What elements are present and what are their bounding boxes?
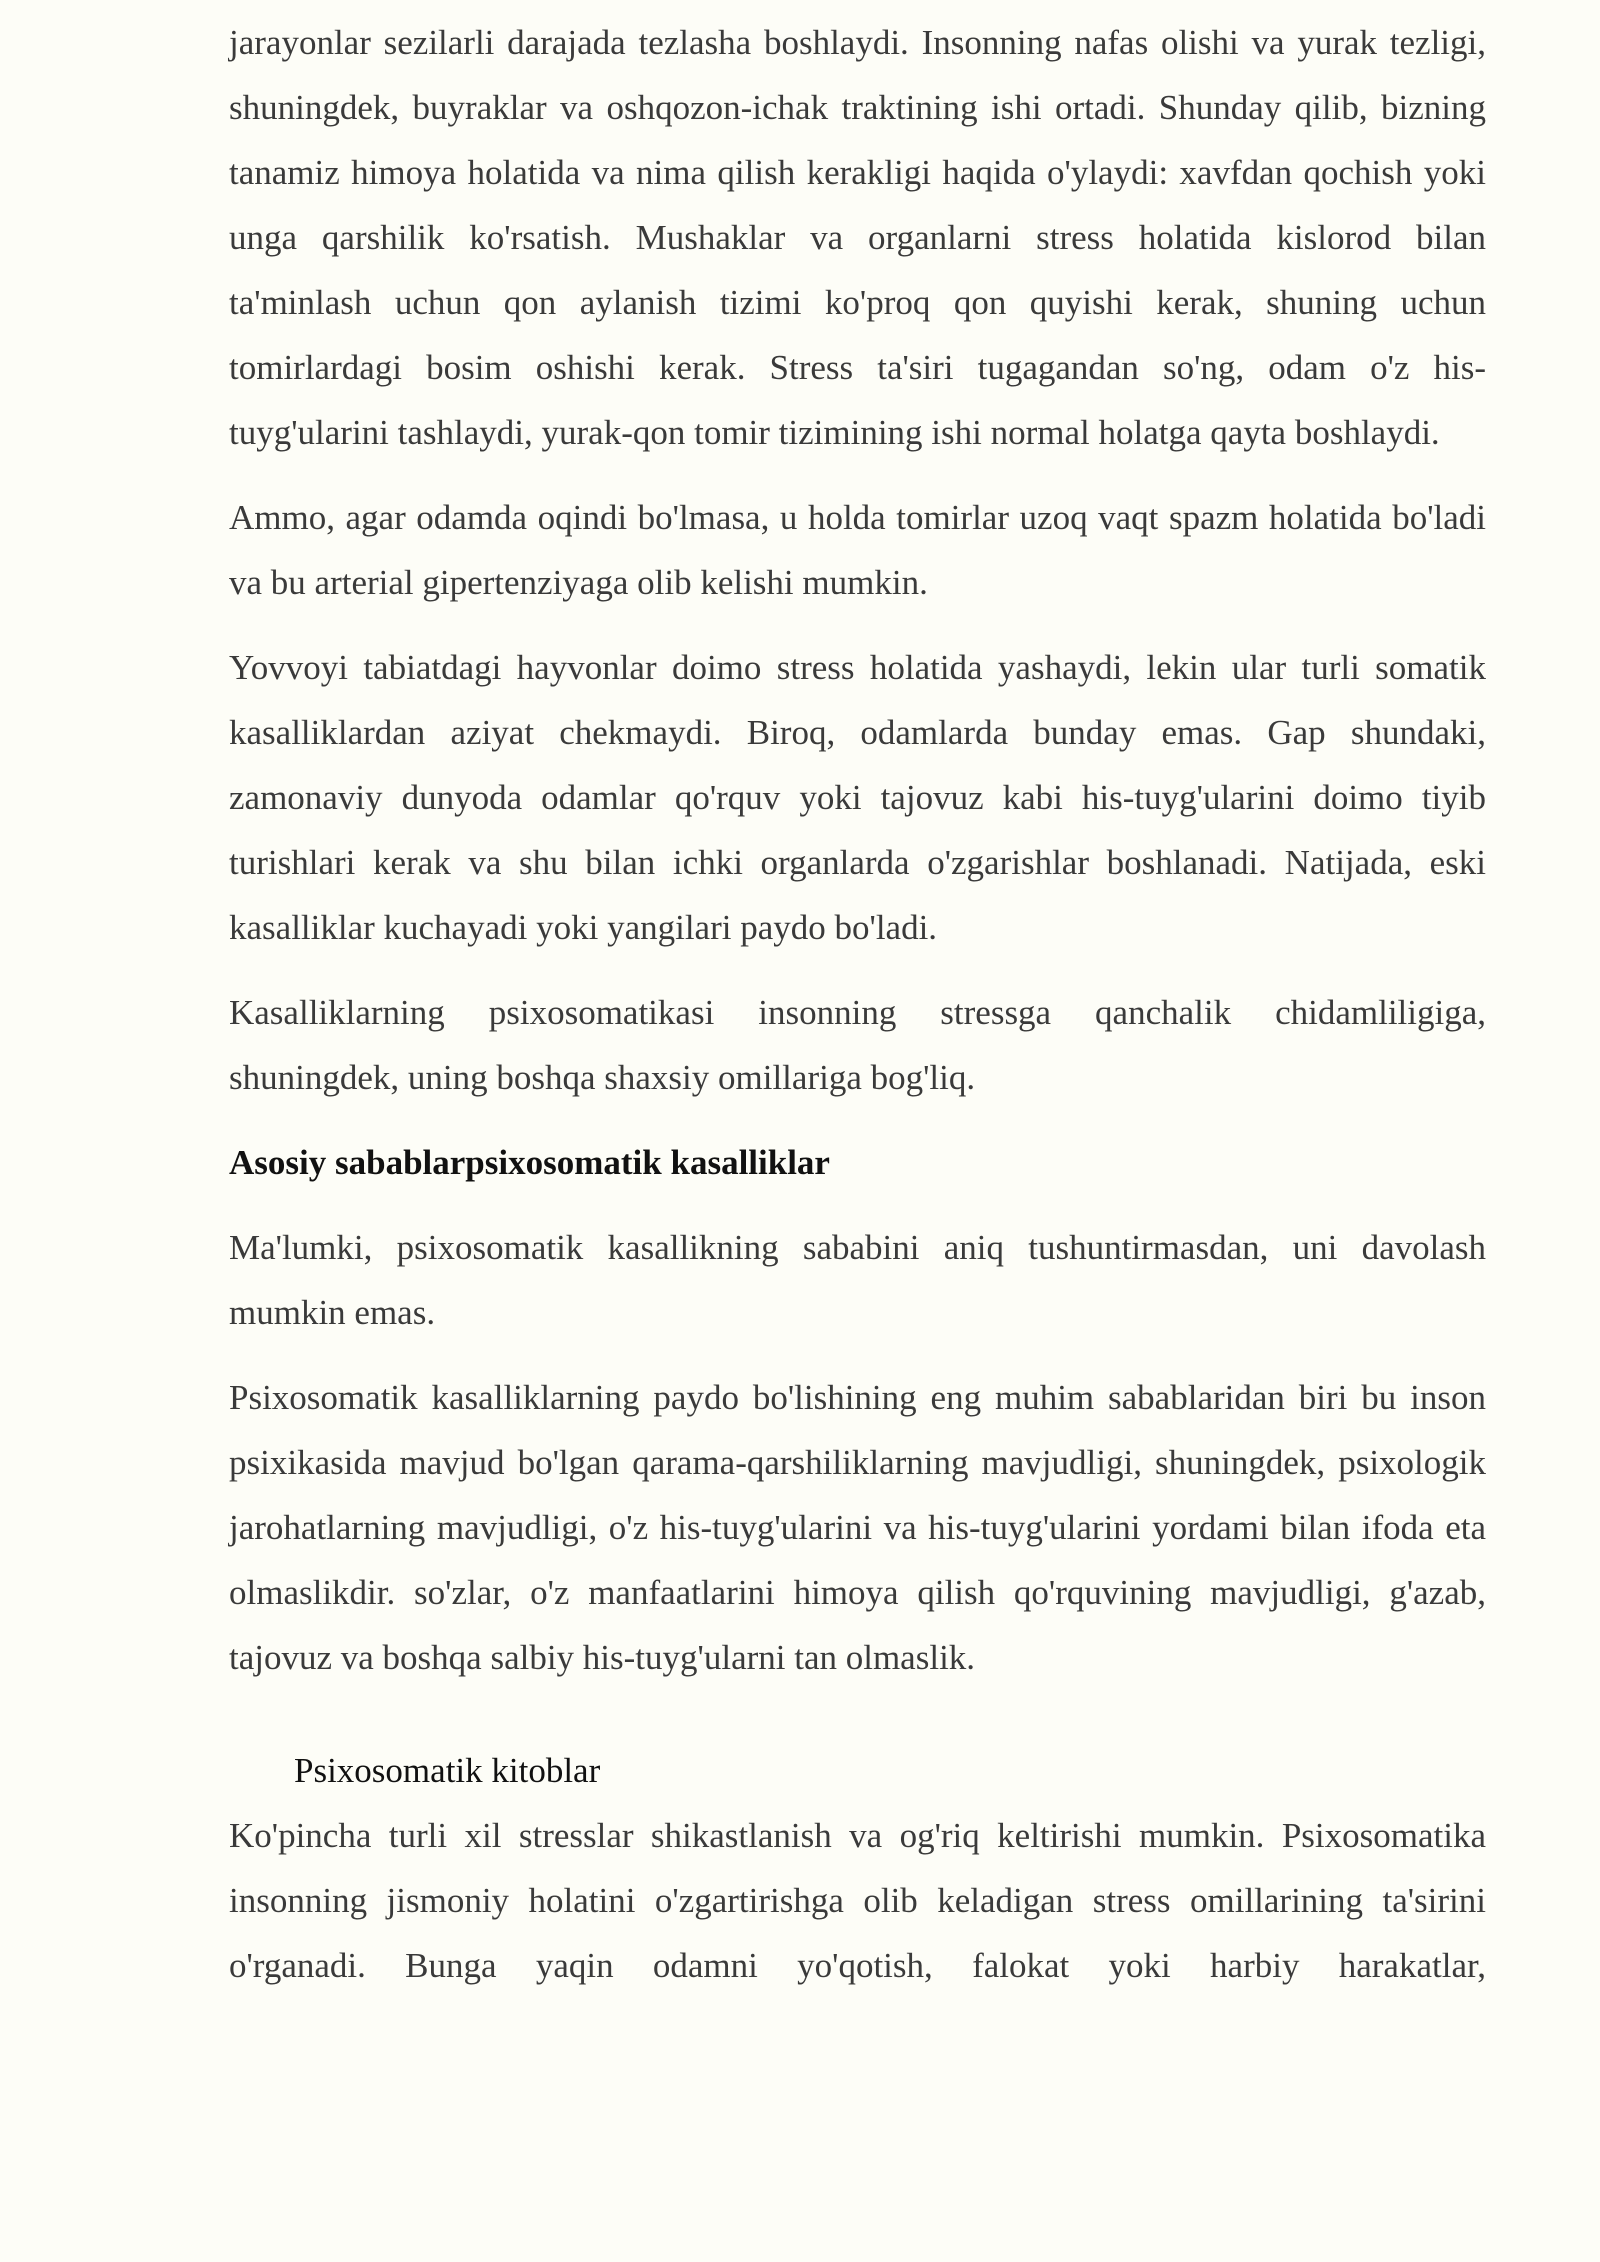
paragraph-stress-factors: Ko'pincha turli xil stresslar shikastlanish va og'riq keltirishi mumkin. Psixosomatika insonning jismoniy holatini o'zgartirishga olib keladigan stress omillarining ta'sirini o'rganadi. Bunga yaqin odamni yo'qotish, falokat yoki harbiy harakatlar, — [229, 1816, 1486, 1985]
paragraph-vessel-spasm: Ammo, agar odamda oqindi bo'lmasa, u holda tomirlar uzoq vaqt spazm holatida bo'ladi va bu arterial gipertenziyaga olib kelishi mumkin. — [229, 498, 1486, 602]
subsection-heading: Psixosomatik kitoblar — [294, 1751, 601, 1790]
document-page — [229, 10, 1486, 2018]
paragraph-cause-explanation: Ma'lumki, psixosomatik kasallikning sababini aniq tushuntirmasdan, uni davolash mumkin emas. — [229, 1228, 1486, 1332]
paragraph-stress-response: jarayonlar sezilarli darajada tezlasha boshlaydi. Insonning nafas olishi va yurak tezligi, shuningdek, buyraklar va oshqozon-ichak traktining ishi ortadi. Shunday qilib, bizning tanamiz himoya holatida va nima qilish kerakligi haqida o'ylaydi: xavfdan qochish yoki unga qarshilik ko'rsatish. Mushaklar va organlarni stress holatida kislorod bilan ta'minlash uchun qon aylanish tizimi ko'proq qon quyishi kerak, shuning uchun tomirlardagi bosim oshishi kerak. Stress ta'siri tugagandan so'ng, odam o'z his-tuyg'ularini tashlaydi, yurak-qon tomir tizimining ishi normal holatga qayta boshlaydi. — [229, 23, 1486, 452]
section-heading: Asosiy sabablarpsixosomatik kasalliklar — [229, 1143, 830, 1182]
paragraph-wild-animals: Yovvoyi tabiatdagi hayvonlar doimo stress holatida yashaydi, lekin ular turli somatik kasalliklardan aziyat chekmaydi. Biroq, odamlarda bunday emas. Gap shundaki, zamonaviy dunyoda odamlar qo'rquv yoki tajovuz kabi his-tuyg'ularini doimo tiyib turishlari kerak va shu bilan ichki organlarda o'zgarishlar boshlanadi. Natijada, eski kasalliklar kuchayadi yoki yangilari paydo bo'ladi. — [229, 648, 1486, 947]
paragraph-main-causes: Psixosomatik kasalliklarning paydo bo'lishining eng muhim sabablaridan biri bu inson psixikasida mavjud bo'lgan qarama-qarshiliklarning mavjudligi, shuningdek, psixologik jarohatlarning mavjudligi, o'z his-tuyg'ularini va his-tuyg'ularini yordami bilan ifoda eta olmaslikdir. so'zlar, o'z manfaatlarini himoya qilish qo'rquvining mavjudligi, g'azab, tajovuz va boshqa salbiy his-tuyg'ularni tan olmaslik. — [229, 1378, 1486, 1677]
paragraph-stress-resistance: Kasalliklarning psixosomatikasi insonning stressga qanchalik chidamliligiga, shuningdek, uning boshqa shaxsiy omillariga bog'liq. — [229, 993, 1486, 1097]
